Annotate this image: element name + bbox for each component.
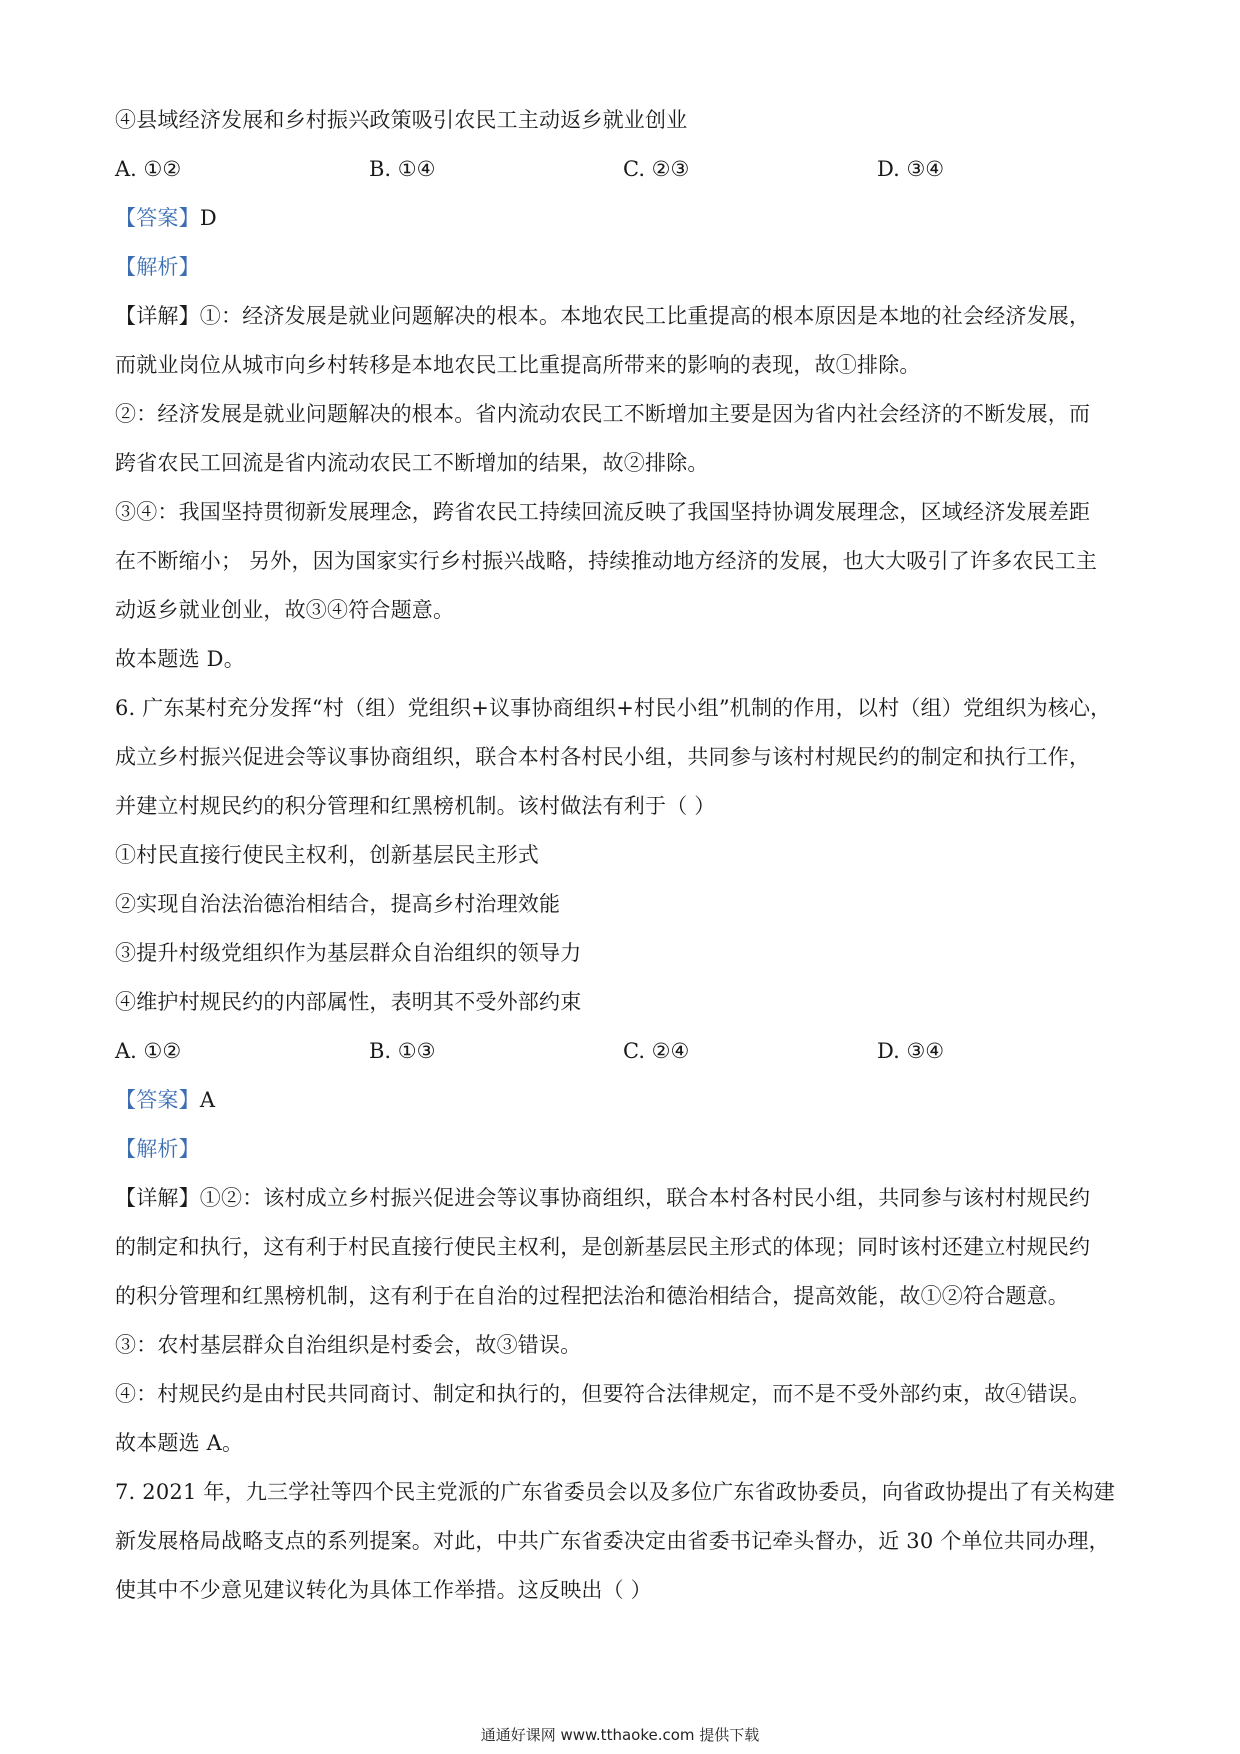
- q6-options: [115, 1027, 1135, 1076]
- q6-explain-line: ③：农村基层群众自治组织是村委会，故③错误。: [115, 1333, 582, 1357]
- q6-explain-line: ④：村规民约是由村民共同商讨、制定和执行的，但要符合法律规定，而不是不受外部约束，故④错误。: [115, 1382, 1091, 1406]
- q5-explain-line: ③④：我国坚持贯彻新发展理念，跨省农民工持续回流反映了我国坚持协调发展理念，区域经济发展差距: [115, 500, 1091, 524]
- q6-stem-line: 并建立村规民约的积分管理和红黑榜机制。该村做法有利于（ ）: [115, 794, 716, 818]
- q7-stem-line: 新发展格局战略支点的系列提案。对此，中共广东省委决定由省委书记牵头督办，近 30 个单位共同办理，: [115, 1529, 1110, 1553]
- q5-item-4: ④县域经济发展和乡村振兴政策吸引农民工主动返乡就业创业: [115, 108, 688, 132]
- q5-conclusion: 故本题选 D。: [115, 647, 245, 671]
- q5-analysis-heading: [115, 243, 1135, 292]
- q6-analysis-heading: [115, 1125, 1135, 1174]
- q5-option-c: C. ②③: [623, 157, 690, 181]
- q6-option-b: B. ①③: [369, 1039, 436, 1063]
- q6-option-c: C. ②④: [623, 1039, 690, 1063]
- q6-option-a: A. ①②: [115, 1039, 182, 1063]
- q6-option-d: D. ③④: [877, 1039, 945, 1063]
- q5-option-b: B. ①④: [369, 157, 436, 181]
- q6-item-1: ①村民直接行使民主权利，创新基层民主形式: [115, 843, 539, 867]
- q7-stem-line: 使其中不少意见建议转化为具体工作举措。这反映出（ ）: [115, 1578, 652, 1602]
- q6-item-2: ②实现自治法治德治相结合，提高乡村治理效能: [115, 892, 561, 916]
- answer-value: A: [199, 1088, 216, 1112]
- analysis-tag: 【解析】: [115, 255, 200, 279]
- q6-stem-line: 6. 广东某村充分发挥“村（组）党组织+议事协商组织+村民小组”机制的作用，以村（组）党组织为核心，: [115, 696, 1112, 720]
- q6-stem-line: 成立乡村振兴促进会等议事协商组织，联合本村各村民小组，共同参与该村村规民约的制定和执行工作，: [115, 745, 1091, 769]
- q5-option-d: D. ③④: [877, 157, 945, 181]
- q5-explain-line: 【详解】①：经济发展是就业问题解决的根本。本地农民工比重提高的根本原因是本地的社会经济发展，: [115, 304, 1091, 328]
- q5-explain-line: 在不断缩小； 另外，因为国家实行乡村振兴战略，持续推动地方经济的发展，也大大吸引了许多农民工主: [115, 549, 1098, 573]
- q6-item-4: ④维护村规民约的内部属性，表明其不受外部约束: [115, 990, 582, 1014]
- q5-options: [115, 145, 1135, 194]
- answer-tag: 【答案】: [115, 1088, 200, 1112]
- q5-explain-line: ②：经济发展是就业问题解决的根本。省内流动农民工不断增加主要是因为省内社会经济的不断发展，而: [115, 402, 1091, 426]
- q5-explain-line: 动返乡就业创业，故③④符合题意。: [115, 598, 455, 622]
- q5-explain-line: 而就业岗位从城市向乡村转移是本地农民工比重提高所带来的影响的表现，故①排除。: [115, 353, 921, 377]
- q7-stem-line: 7. 2021 年，九三学社等四个民主党派的广东省委员会以及多位广东省政协委员，向省政协提出了有关构建: [115, 1480, 1116, 1504]
- page-footer: 通通好课网 www.tthaoke.com 提供下载: [480, 1726, 760, 1744]
- q6-explain-line: 【详解】①②：该村成立乡村振兴促进会等议事协商组织，联合本村各村民小组，共同参与该村村规民约: [115, 1186, 1091, 1210]
- q6-conclusion: 故本题选 A。: [115, 1431, 244, 1455]
- q5-answer: [115, 194, 1135, 243]
- document-page: [115, 96, 1135, 1615]
- q5-explain-line: 跨省农民工回流是省内流动农民工不断增加的结果，故②排除。: [115, 451, 709, 475]
- q6-item-3: ③提升村级党组织作为基层群众自治组织的领导力: [115, 941, 582, 965]
- answer-value: D: [199, 206, 217, 230]
- answer-tag: 【答案】: [115, 206, 200, 230]
- q6-answer: [115, 1076, 1135, 1125]
- q6-explain-line: 的制定和执行，这有利于村民直接行使民主权利，是创新基层民主形式的体现；同时该村还建立村规民约: [115, 1235, 1091, 1259]
- q6-explain-line: 的积分管理和红黑榜机制，这有利于在自治的过程把法治和德治相结合，提高效能，故①②符合题意。: [115, 1284, 1069, 1308]
- analysis-tag: 【解析】: [115, 1137, 200, 1161]
- q5-option-a: A. ①②: [115, 157, 182, 181]
